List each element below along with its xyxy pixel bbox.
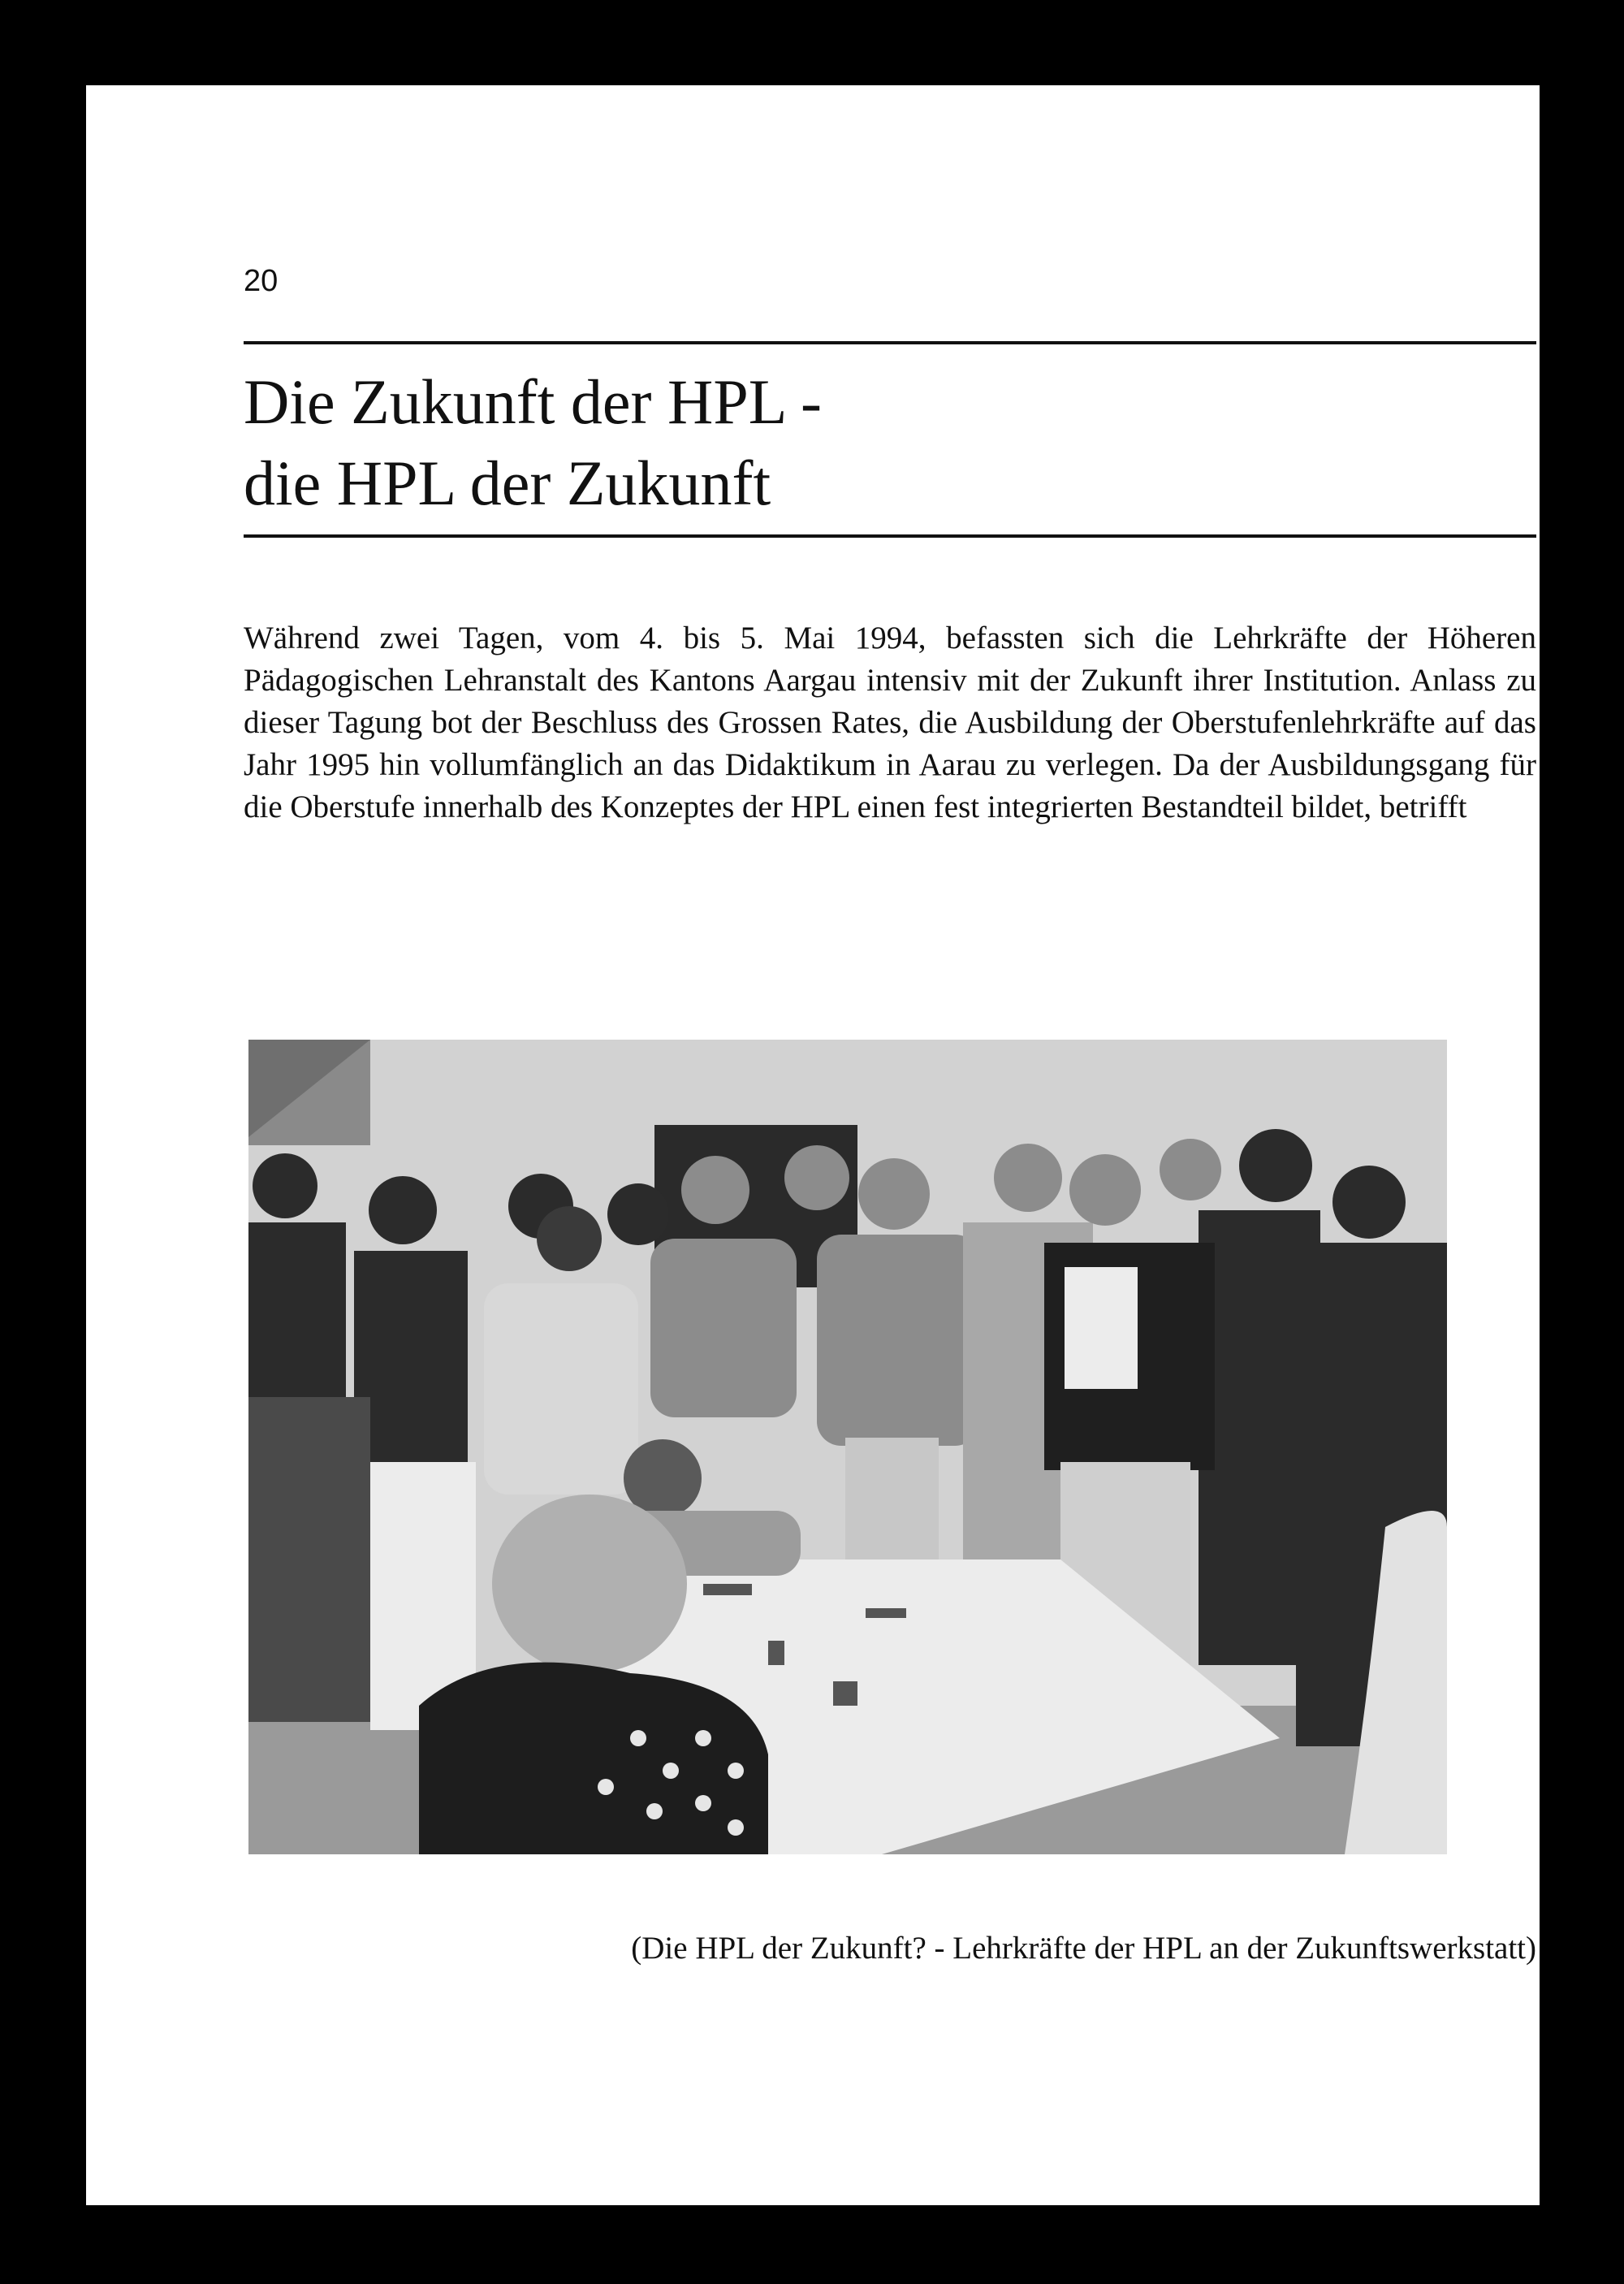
page-number: 20	[244, 264, 279, 298]
photo-caption: (Die HPL der Zukunft? - Lehrkräfte der HPL an der Zukunftswerkstatt)	[631, 1931, 1536, 1966]
document-page	[86, 85, 1540, 2205]
title-line-1: Die Zukunft der HPL -	[244, 366, 822, 437]
group-photo-illustration	[248, 1040, 1447, 1854]
title-top-rule	[244, 341, 1536, 344]
body-paragraph: Während zwei Tagen, vom 4. bis 5. Mai 1994, befassten sich die Lehrkräfte der Höheren Pädagogischen Lehranstalt des Kantons Aargau intensiv mit der Zukunft ihrer Institution. Anlass zu dieser Tagung bot der Beschluss des Grossen Rates, die Ausbildung der Oberstufenlehrkräfte auf das Jahr 1995 hin vollumfänglich an das Didaktikum in Aarau zu verlegen. Da der Ausbildungsgang für die Oberstufe innerhalb des Konzeptes der HPL einen fest integrierten Bestandteil bildet, betrifft	[244, 621, 1536, 824]
title-bottom-rule	[244, 534, 1536, 538]
group-photo	[248, 1040, 1447, 1854]
title-line-2: die HPL der Zukunft	[244, 448, 771, 518]
page-title	[244, 361, 1536, 524]
